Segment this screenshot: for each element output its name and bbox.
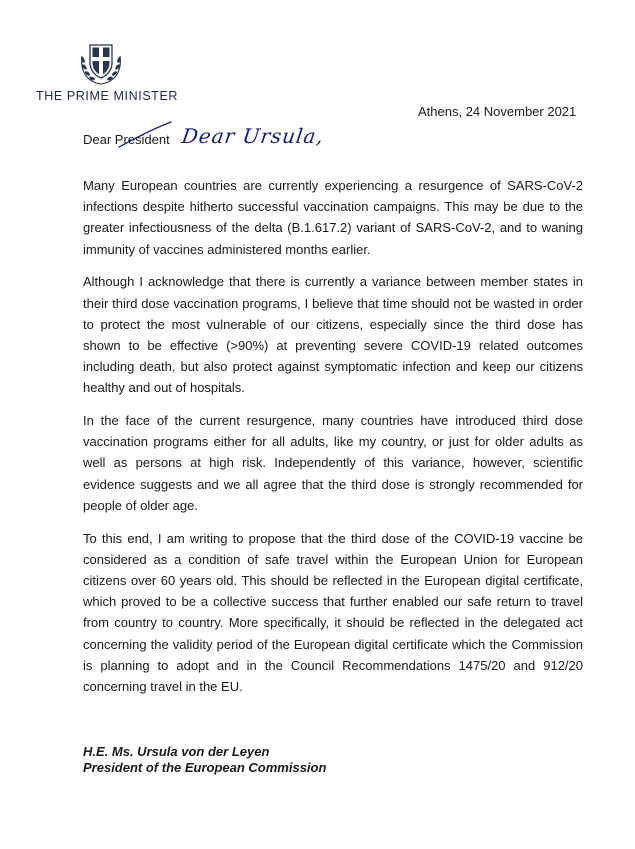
body-paragraph: In the face of the current resurgence, many countries have introduced third dose vaccination programs either for all adults, like my country, or just for older adults as well as persons at high risk. Independently of this variance, however, scientific evidence suggests and we all agree that the third dose is strongly recommended for people of older age. — [83, 413, 583, 513]
office-title: THE PRIME MINISTER — [36, 89, 179, 103]
addressee-block — [83, 744, 326, 775]
body-paragraph: To this end, I am writing to propose that the third dose of the COVID-19 vaccine be considered as a condition of safe travel within the European Union for European citizens over 60 years old. This should be reflected in the European digital certificate, which proved to be a collective success that further enabled our safe return to travel from country to country. More specifically, it should be reflected in the delegated act concerning the validity period of the European digital certificate which the Commission is planning to adopt and in the Council Recommendations 1475/20 and 912/20 concerning travel in the EU. — [83, 530, 583, 694]
handwritten-salutation: Dear Ursula, — [180, 124, 326, 148]
handwritten-strikethrough — [115, 120, 175, 150]
typed-salutation: Dear President — [83, 132, 170, 147]
letter-date: Athens, 24 November 2021 — [418, 104, 577, 119]
greek-coat-of-arms-icon — [76, 38, 126, 88]
body-paragraph: Although I acknowledge that there is currently a variance between member states in their third dose vaccination programs, I believe that time should not be wasted in order to protect the most vulnerable of our citizens, especially since the third dose has shown to be effective (>90%) at preventing severe COVID-19 related outcomes including death, but also protect against symptomatic infection and keep our citizens healthy and out of hospitals. — [83, 274, 583, 396]
body-paragraph: Many European countries are currently experiencing a resurgence of SARS-CoV-2 infections despite hitherto successful vaccination campaigns. This may be due to the greater infectiousness of the delta (B.1.617.2) variant of SARS-CoV-2, and to waning immunity of vaccines administered months earlier. — [83, 178, 583, 257]
letter-body — [83, 175, 583, 709]
addressee-title: President of the European Commission — [83, 759, 327, 775]
addressee-name: H.E. Ms. Ursula von der Leyen — [83, 744, 270, 759]
